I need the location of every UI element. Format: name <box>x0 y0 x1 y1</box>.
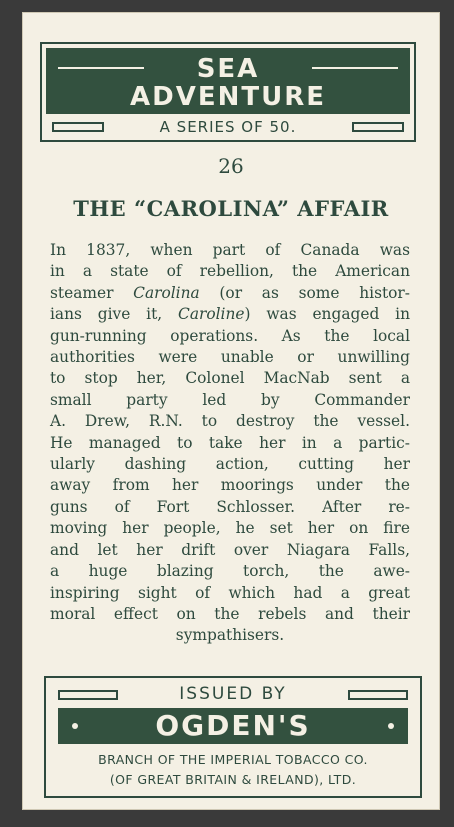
card-body <box>50 240 410 647</box>
body-line: inspiring sight of which had a great <box>50 583 410 602</box>
series-title-line1: SEA <box>196 54 260 84</box>
cigarette-card <box>22 12 440 810</box>
body-line: small party led by Commander <box>50 390 410 409</box>
brand-name: OGDEN'S <box>155 709 311 742</box>
series-subtitle-row <box>46 118 410 138</box>
body-line: He managed to take her in a partic- <box>50 433 410 452</box>
body-line: a huge blazing torch, the awe- <box>50 562 410 581</box>
dot-right-icon <box>388 723 394 729</box>
issuer-footer <box>44 676 422 798</box>
body-line: sympathisers. <box>175 626 285 645</box>
ornament-box-right <box>352 122 404 132</box>
body-line: authorities were unable or unwilling <box>50 348 410 367</box>
series-header <box>40 42 416 142</box>
body-line: and let her drift over Niagara Falls, <box>50 540 410 559</box>
issuer-line1: BRANCH OF THE IMPERIAL TOBACCO CO. <box>98 752 368 767</box>
body-line: guns of Fort Schlosser. After re- <box>50 497 410 516</box>
body-line: ularly dashing action, cutting her <box>50 455 410 474</box>
body-line: in a state of rebellion, the American <box>50 262 410 281</box>
body-line: moving her people, he set her on fire <box>50 519 410 538</box>
dot-left-icon <box>72 723 78 729</box>
card-number: 26 <box>218 154 244 178</box>
body-line: gun-running operations. As the local <box>50 326 410 345</box>
brand-band <box>58 708 408 744</box>
body-line: A. Drew, R.N. to destroy the vessel. <box>50 412 410 431</box>
body-line: away from her moorings under the <box>50 476 410 495</box>
body-line: In 1837, when part of Canada was <box>50 241 410 259</box>
card-title: THE “CAROLINA” AFFAIR <box>73 196 389 221</box>
issuer-line2: (OF GREAT BRITAIN & IRELAND), LTD. <box>109 772 357 787</box>
issued-by-label: ISSUED BY <box>179 684 287 704</box>
ornament-box-right <box>348 690 408 700</box>
series-subtitle: A SERIES OF 50. <box>159 118 297 136</box>
body-line: steamer Carolina (or as some histor- <box>50 283 410 302</box>
body-line: to stop her, Colonel MacNab sent a <box>50 369 410 388</box>
series-title-line2: ADVENTURE <box>130 82 326 112</box>
series-header-band <box>46 48 410 114</box>
body-line: moral effect on the rebels and their <box>50 604 410 623</box>
body-line: ians give it, Caroline) was engaged in <box>50 305 410 324</box>
